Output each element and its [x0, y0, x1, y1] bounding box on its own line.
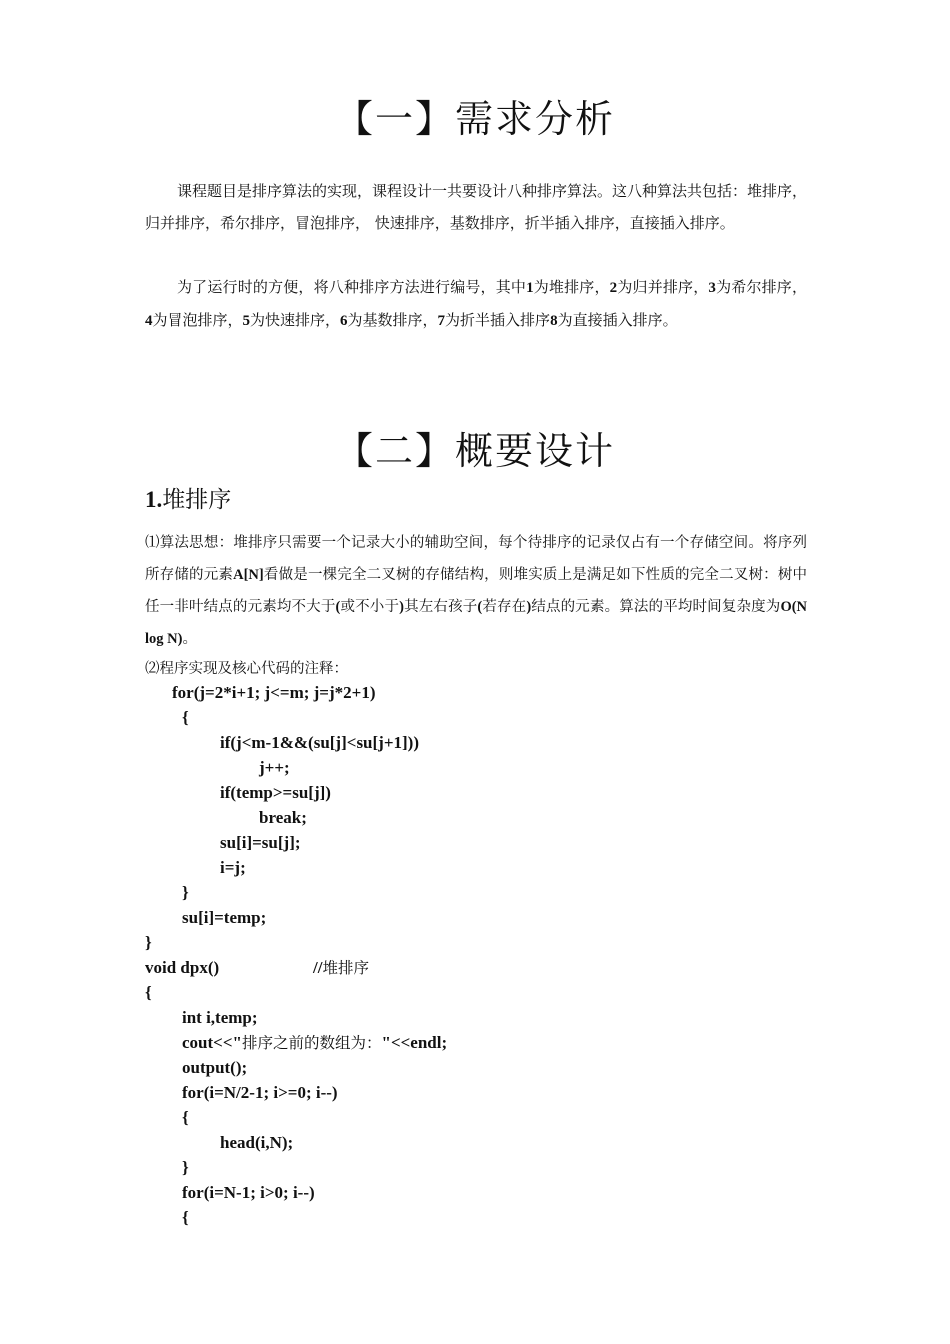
code-line: i=j; — [220, 858, 246, 877]
subsection-heading-heap-sort: 1.堆排序 — [145, 487, 232, 513]
code-line: { — [182, 1108, 189, 1127]
code-line: head(i,N); — [220, 1133, 294, 1152]
code-line: if(j<m-1&&(su[j]<su[j+1])) — [220, 733, 420, 752]
code-line: int i,temp; — [182, 1008, 258, 1027]
code-line: su[i]=temp; — [182, 908, 267, 927]
code-comment: //堆排序 — [313, 958, 369, 977]
code-line: for(j=2*i+1; j<=m; j=j*2+1) — [172, 683, 376, 702]
code-line: } — [182, 1158, 189, 1177]
code-line: for(i=N-1; i>0; i--) — [182, 1183, 315, 1202]
code-line: { — [182, 1208, 189, 1227]
code-line-function-signature: void dpx() — [145, 958, 220, 977]
code-line: { — [145, 983, 152, 1002]
code-line: } — [182, 883, 189, 902]
code-line: for(i=N/2-1; i>=0; i--) — [182, 1083, 338, 1102]
code-line: output(); — [182, 1058, 248, 1077]
code-line: { — [182, 708, 189, 727]
code-line-cout: cout<<"排序之前的数组为："<<endl; — [182, 1033, 448, 1052]
code-line: su[i]=su[j]; — [220, 833, 301, 852]
requirements-paragraph-1: 课程题目是排序算法的实现，课程设计一共要设计八种排序算法。这八种算法共包括：堆排序，归并排序，希尔排序，冒泡排序， 快速排序，基数排序，折半插入排序，直接插入排序。 — [145, 182, 808, 232]
code-line: break; — [259, 808, 307, 827]
algorithm-idea-paragraph: ⑴算法思想：堆排序只需要一个记录大小的辅助空间，每个待排序的记录仅占有一个存储空间。将序列所存储的元素A[N]看做是一棵完全二叉树的存储结构，则堆实质上是满足如下性质的完全二叉树：树中任一非叶结点的元素均不大于(或不小于)其左右孩子(若存在)结点的元素。算法的平均时间复杂度为O(N log N)。 — [145, 535, 808, 647]
code-line: if(temp>=su[j]) — [220, 783, 331, 802]
code-line: j++; — [259, 758, 290, 777]
section-title-requirements: 【一】需求分析 — [334, 97, 615, 141]
code-line: } — [145, 933, 152, 952]
implementation-label: ⑵程序实现及核心代码的注释： — [145, 661, 348, 677]
section-title-design: 【二】概要设计 — [334, 429, 615, 473]
requirements-paragraph-2: 为了运行时的方便，将八种排序方法进行编号，其中1为堆排序，2为归并排序，3为希尔排序，4为冒泡排序，5为快速排序，6为基数排序，7为折半插入排序8为直接插入排序。 — [145, 278, 807, 329]
